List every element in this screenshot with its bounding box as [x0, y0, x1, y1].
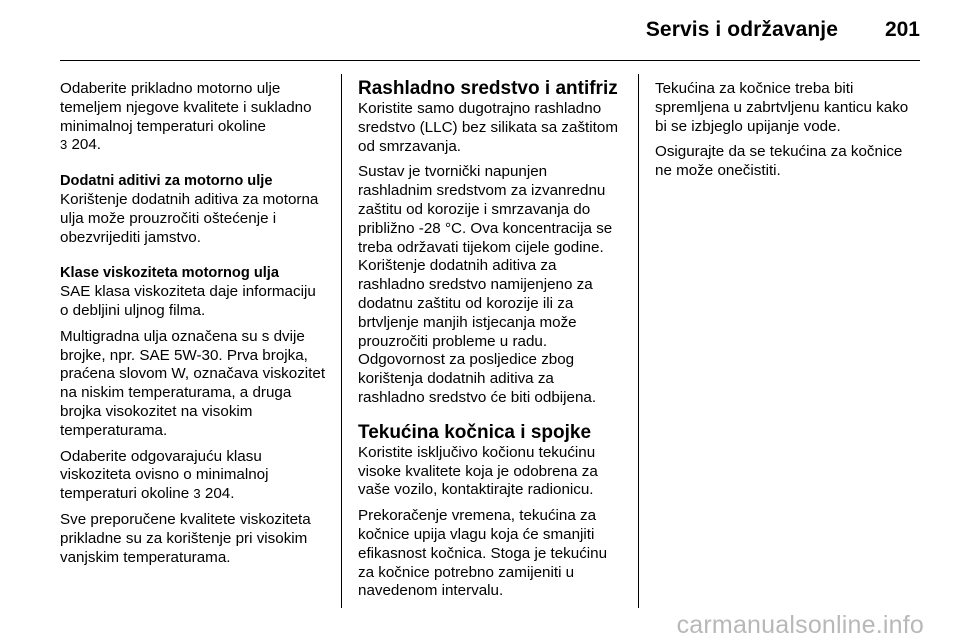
column-3 [655, 80, 921, 188]
header-rule [60, 60, 920, 61]
subheading-viscosity: Klase viskoziteta motornog ulja [60, 265, 279, 282]
section-title: Servis i održavanje [645, 18, 838, 41]
page-reference-icon: 3 [60, 137, 68, 153]
subheading-additives: Dodatni aditivi za motorno ulje [60, 173, 273, 190]
watermark: carmanualsonline.info [676, 611, 924, 639]
paragraph-coolant-system: Sustav je tvornički napunjen rashladnim sredstvom za izvanrednu zaštitu od korozije i smrzavanja do približno -28 °C. Ova koncentracija se treba održavati tijekom cijele godine. Korištenje dodatnih aditiva za rashladno sredstvo namijenjeno za dodatnu zaštitu od korozije ili za brtvljenje manjih istjecanja može prouzročiti probleme u radu. Odgovornost za posljedice zbog korištenja dodatnih aditiva za rashladno sredstvo će biti odbijena. [358, 163, 613, 406]
column-divider [341, 74, 342, 608]
paragraph-sae-class: SAE klasa viskoziteta daje informaciju o debljini uljnog filma. [60, 283, 316, 319]
paragraph-oil-selection: Odaberite prikladno motorno ulje temeljem njegove kvalitete i sukladno minimalnoj temperaturi okoline 3 204. [60, 80, 312, 154]
paragraph-brake-fluid-contamination: Osigurajte da se tekućina za kočnice ne može onečistiti. [655, 143, 903, 180]
column-1 [60, 80, 326, 574]
paragraph-recommended: Sve preporučene kvalitete viskoziteta prikladne su za korištenje pri visokim vanjskim temperaturama. [60, 510, 311, 566]
page-reference[interactable]: 204. [204, 485, 235, 503]
paragraph-brake-fluid-moisture: Prekoračenje vremena, tekućina za kočnice upija vlagu koja će smanjiti efikasnost kočnica. Stoga je tekućinu za kočnice potrebno zamijeniti u navedenom intervalu. [358, 507, 608, 600]
column-2 [358, 78, 624, 608]
heading-coolant: Rashladno sredstvo i antifriz [358, 78, 618, 99]
heading-brake-fluid: Tekućina kočnica i spojke [358, 421, 592, 443]
page-reference-icon: 3 [193, 486, 201, 502]
paragraph-brake-fluid-storage: Tekućina za kočnice treba biti spremljena u zabrtvljenu kanticu kako bi se izbjeglo upijanje vode. [655, 80, 909, 135]
column-divider [638, 74, 639, 608]
paragraph-brake-fluid-use: Koristite isključivo kočionu tekućinu visoke kvalitete koja je odobrena za vaše vozilo, kontaktirajte radionicu. [358, 443, 598, 499]
page-reference[interactable]: 204. [71, 136, 102, 154]
paragraph-multigrade: Multigradna ulja označena su s dvije brojke, npr. SAE 5W-30. Prva brojka, praćena slovom W, označava viskozitet na niskim temperaturama, a druga brojka visokozitet na visokim temperaturama. [60, 327, 326, 439]
paragraph-coolant-use: Koristite samo dugotrajno rashladno sredstvo (LLC) bez silikata sa zaštitom od smrzavanja. [358, 100, 618, 155]
paragraph-additives: Korištenje dodatnih aditiva za motorna ulja može prouzročiti oštećenje i obezvrijediti jamstvo. [60, 190, 319, 246]
page-header [0, 0, 960, 60]
page-number: 201 [884, 18, 920, 41]
paragraph-select-class: Odaberite odgovarajuću klasu viskoziteta ovisno o minimalnoj temperaturi okoline 3 204. [60, 447, 269, 503]
